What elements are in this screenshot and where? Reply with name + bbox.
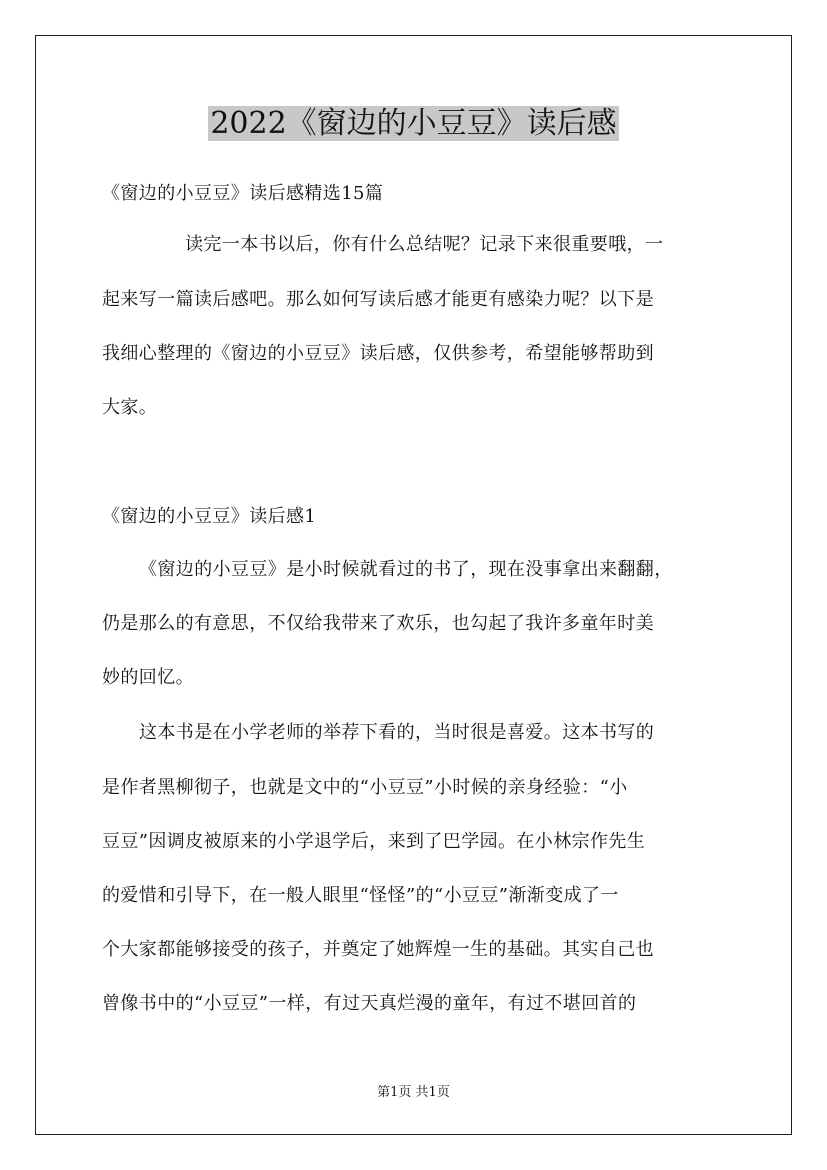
section-line: 曾像书中的“小豆豆”一样，有过天真烂漫的童年，有过不堪回首的 xyxy=(102,993,637,1014)
intro-line: 读完一本书以后，你有什么总结呢？记录下来很重要哦，一 xyxy=(185,234,664,255)
section-line: 的爱惜和引导下，在一般人眼里“怪怪”的“小豆豆”渐渐变成了一 xyxy=(102,885,619,906)
section-line: 妙的回忆。 xyxy=(102,667,194,688)
section-line: 是作者黑柳彻子，也就是文中的“小豆豆”小时候的亲身经验：“小 xyxy=(102,777,628,798)
document-title: 2022《窗边的小豆豆》读后感 xyxy=(210,106,617,141)
section-line: 仍是那么的有意思，不仅给我带来了欢乐，也勾起了我许多童年时美 xyxy=(102,613,654,634)
intro-line: 大家。 xyxy=(102,397,158,418)
section-heading: 《窗边的小豆豆》读后感1 xyxy=(102,506,317,527)
section-line: 个大家都能够接受的孩子，并奠定了她辉煌一生的基础。其实自己也 xyxy=(102,939,654,960)
document-subtitle: 《窗边的小豆豆》读后感精选15篇 xyxy=(102,183,384,204)
intro-line: 起来写一篇读后感吧。那么如何写读后感才能更有感染力呢？以下是 xyxy=(102,289,654,310)
section-line: 这本书是在小学老师的举荐下看的，当时很是喜爱。这本书写的 xyxy=(139,722,655,743)
page-footer: 第1页 共1页 xyxy=(377,1085,450,1100)
intro-line: 我细心整理的《窗边的小豆豆》读后感，仅供参考，希望能够帮助到 xyxy=(102,343,654,364)
section-line: 豆豆”因调皮被原来的小学退学后，来到了巴学园。在小林宗作先生 xyxy=(102,831,646,852)
section-line: 《窗边的小豆豆》是小时候就看过的书了，现在没事拿出来翻翻， xyxy=(139,559,673,580)
